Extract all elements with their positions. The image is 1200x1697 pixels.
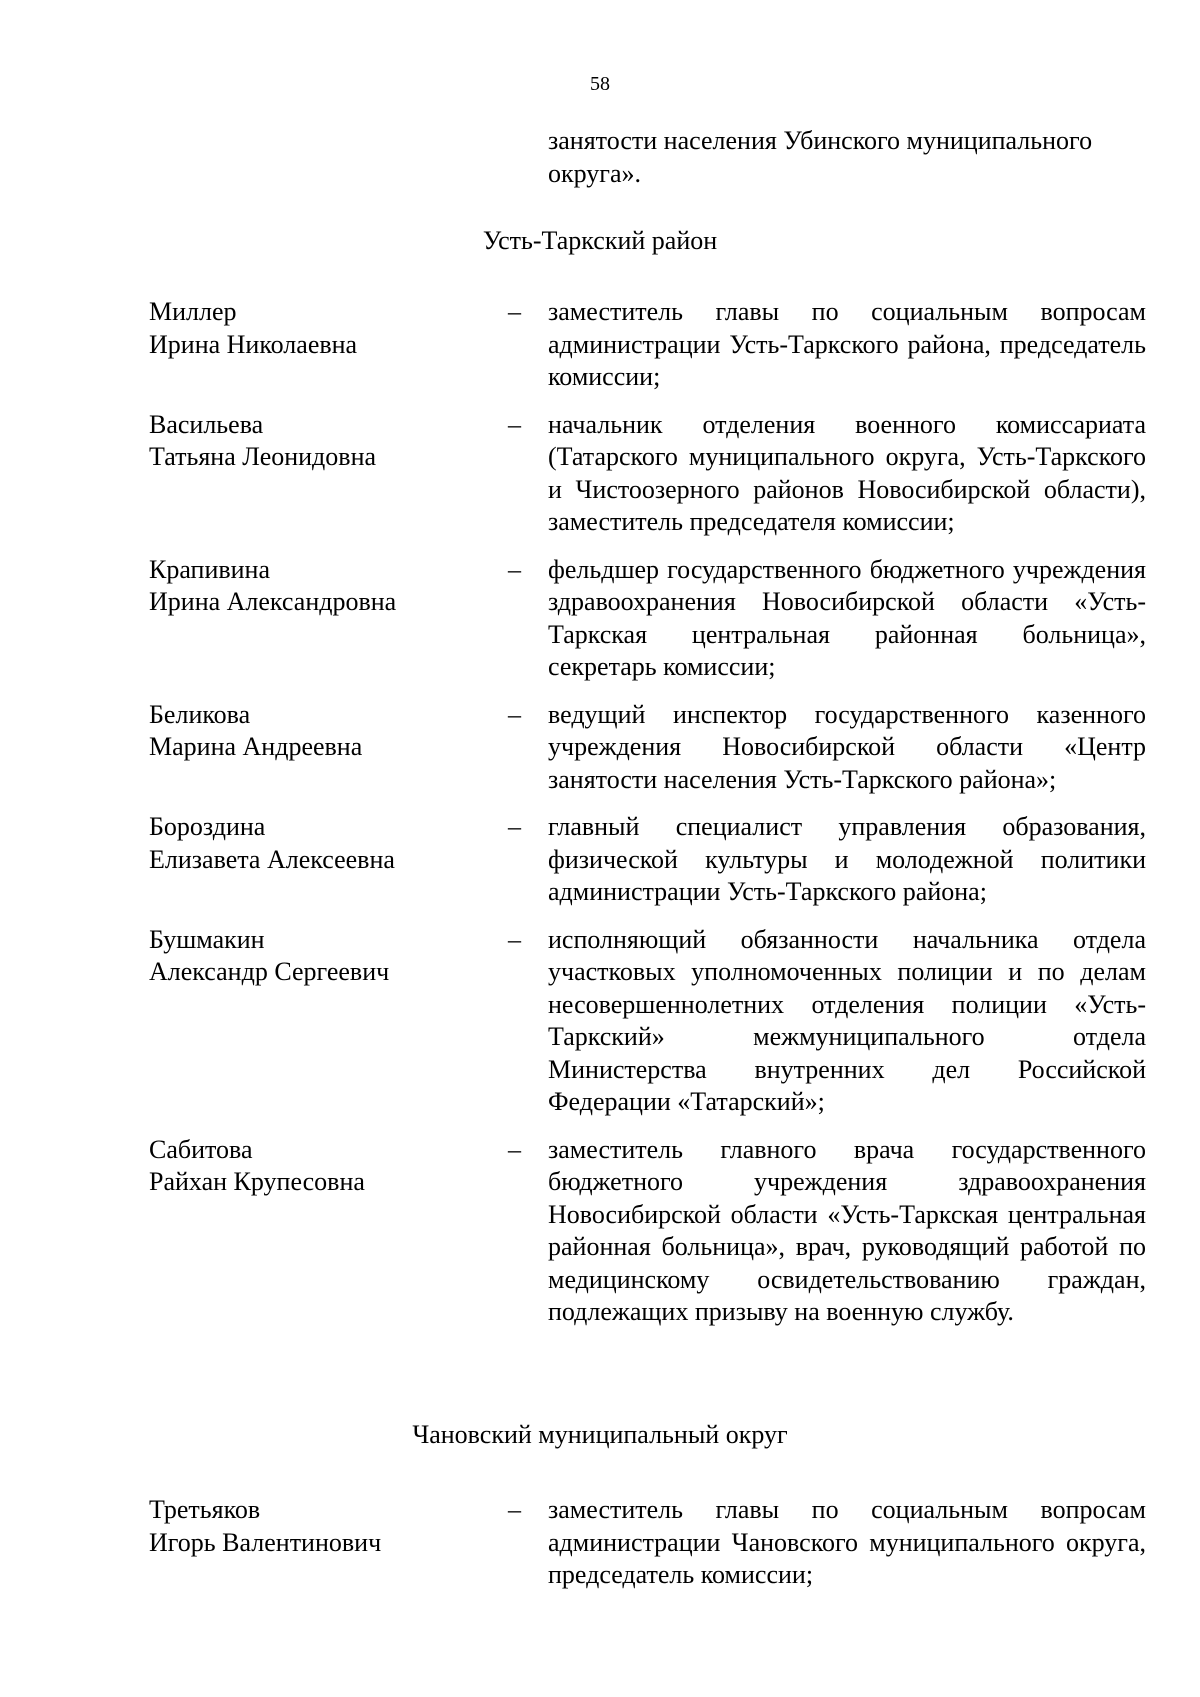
dash-separator: – <box>508 554 521 584</box>
member-name <box>149 811 479 876</box>
member-role: главный специалист управления образования, физической культуры и молодежной политики администрации Усть-Таркского района; <box>548 812 1146 906</box>
member-given-names: Ирина Николаевна <box>149 329 358 359</box>
section-heading-chany: Чановский муниципальный округ <box>412 1420 788 1449</box>
dash-separator: – <box>508 409 521 439</box>
member-list-chany <box>0 1494 1200 1607</box>
member-name <box>149 409 479 474</box>
member-given-names: Ирина Александровна <box>149 587 397 616</box>
member-entry <box>0 924 1200 1119</box>
member-name <box>149 1494 479 1559</box>
member-surname: Миллер <box>149 297 237 326</box>
member-role: заместитель главы по социальным вопросам администрации Чановского муниципального округа, председатель комиссии; <box>548 1495 1146 1589</box>
member-surname: Третьяков <box>149 1495 261 1524</box>
dash-separator: – <box>508 924 521 954</box>
member-role: заместитель главы по социальным вопросам администрации Усть-Таркского района, председатель комиссии; <box>548 297 1146 391</box>
member-role: фельдшер государственного бюджетного учреждения здравоохранения Новосибирской области «Усть-Таркская центральная районная больница», секретарь комиссии; <box>548 554 1146 681</box>
member-given-names: Татьяна Леонидовна <box>149 442 377 471</box>
member-entry <box>0 554 1200 684</box>
member-given-names: Александр Сергеевич <box>149 957 390 986</box>
member-role: заместитель главного врача государственного бюджетного учреждения здравоохранения Новосибирской области «Усть-Таркская центральная районная больница», врач, руководящий работой по медицинскому освидетельствованию граждан, подлежащих призыву на военную службу. <box>548 1134 1146 1326</box>
member-entry <box>0 1134 1200 1329</box>
continuation-text: занятости населения Убинского муниципального округа». <box>548 126 1093 188</box>
member-name <box>149 554 479 619</box>
dash-separator: – <box>508 1134 521 1164</box>
member-entry <box>0 296 1200 394</box>
member-role: ведущий инспектор государственного казенного учреждения Новосибирской области «Центр занятости населения Усть-Таркского района»; <box>548 699 1146 794</box>
member-surname: Бороздина <box>149 812 266 841</box>
member-surname: Бушмакин <box>149 924 265 954</box>
member-entry <box>0 409 1200 539</box>
member-entry <box>0 1494 1200 1592</box>
member-surname: Крапивина <box>149 554 271 584</box>
member-name <box>149 1134 479 1199</box>
section-heading-ust-tarka: Усть-Таркский район <box>482 226 718 255</box>
page-number: 58 <box>590 73 610 95</box>
member-given-names: Райхан Крупесовна <box>149 1167 365 1196</box>
member-given-names: Марина Андреевна <box>149 732 363 761</box>
dash-separator: – <box>508 297 521 326</box>
member-entry <box>0 811 1200 909</box>
member-name <box>149 924 479 989</box>
dash-separator: – <box>508 699 521 729</box>
member-name <box>149 699 479 764</box>
member-surname: Беликова <box>149 699 251 729</box>
member-name <box>149 296 479 361</box>
member-role: исполняющий обязанности начальника отдела участковых уполномоченных полиции и по делам несовершеннолетних отделения полиции «Усть-Таркский» межмуниципального отдела Министерства внутренних дел Российской Федерации «Татарский»; <box>548 924 1146 1116</box>
member-role: начальник отделения военного комиссариата (Татарского муниципального округа, Усть-Таркского и Чистоозерного районов Новосибирской области), заместитель председателя комиссии; <box>548 409 1146 536</box>
member-surname: Сабитова <box>149 1134 253 1164</box>
dash-separator: – <box>508 1495 521 1524</box>
member-entry <box>0 699 1200 797</box>
dash-separator: – <box>508 812 521 841</box>
member-given-names: Елизавета Алексеевна <box>149 844 395 874</box>
member-surname: Васильева <box>149 409 264 439</box>
member-list-ust-tarka <box>0 296 1200 1344</box>
member-given-names: Игорь Валентинович <box>149 1527 382 1557</box>
